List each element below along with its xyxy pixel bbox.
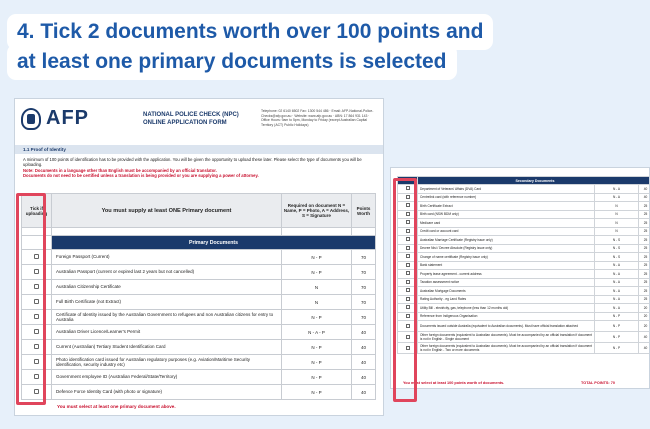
required-fields: N - P bbox=[595, 321, 639, 332]
points-worth: 25 bbox=[639, 210, 650, 219]
required-fields: N bbox=[595, 227, 639, 236]
required-fields: N bbox=[595, 210, 639, 219]
document-name: Reference from Indigenous Organisation bbox=[418, 312, 595, 321]
required-fields: N - A bbox=[595, 270, 639, 279]
points-worth: 40 bbox=[352, 340, 376, 355]
table-row bbox=[398, 253, 650, 262]
table-row bbox=[398, 287, 650, 296]
document-name: Government employee ID (Australian Federal/State/Territory) bbox=[52, 370, 282, 385]
intro-paragraph: A minimum of 100 points of identification has to be provided with the application. You will be given the opportunity to upload these later. Please select the type of documents you will be uploading. bbox=[23, 157, 362, 168]
table-row bbox=[398, 343, 650, 354]
document-name: Australian Citizenship Certificate bbox=[52, 280, 282, 295]
document-name: Rating Authority - eg Land Rates bbox=[418, 295, 595, 304]
points-worth: 25 bbox=[639, 253, 650, 262]
points-worth: 25 bbox=[639, 202, 650, 211]
table-row bbox=[398, 278, 650, 287]
table-row bbox=[398, 202, 650, 211]
required-fields: N - P bbox=[282, 385, 352, 400]
table-row bbox=[398, 295, 650, 304]
required-fields: N - A bbox=[595, 185, 639, 194]
form-title-line-1: NATIONAL POLICE CHECK (NPC) bbox=[143, 112, 239, 118]
points-worth: 25 bbox=[639, 270, 650, 279]
required-fields: N bbox=[282, 295, 352, 310]
table-row bbox=[398, 261, 650, 270]
document-name: Australian Marriage Certificate (Registry issue only) bbox=[418, 236, 595, 245]
table-row bbox=[398, 210, 650, 219]
table-row bbox=[398, 332, 650, 343]
table-row bbox=[22, 250, 376, 265]
points-worth: 25 bbox=[639, 227, 650, 236]
points-worth: 25 bbox=[639, 244, 650, 253]
required-fields: N - P bbox=[282, 340, 352, 355]
intro-text bbox=[23, 157, 377, 179]
instruction-banner-line-2: at least one primary documents is selected bbox=[7, 44, 457, 80]
required-fields: N - P bbox=[282, 250, 352, 265]
required-fields: N - P bbox=[595, 332, 639, 343]
document-name: Department of Veterans' Affairs (DVA) Card bbox=[418, 185, 595, 194]
table-row bbox=[22, 325, 376, 340]
document-name: Other foreign documents (equivalent to Australian documents). Must be accompanied by an official translation if document is not in English - Two or more documents bbox=[418, 343, 595, 354]
form-title-line-2: ONLINE APPLICATION FORM bbox=[143, 120, 227, 126]
table-row bbox=[398, 321, 650, 332]
contact-info: Telephone: 02 6140 6502 Fax: 1300 544 486 · Email: AFP-National-Police-Checks@afp.gov.au · Website: www.afp.gov.au · ABN: 17 864 931 143 · Office Hours: 9am to 5pm, Monday to Friday (except Australian Capital Territory (ACT) Public Holidays) bbox=[261, 109, 374, 127]
table-row bbox=[22, 265, 376, 280]
table-row bbox=[398, 312, 650, 321]
table-row bbox=[398, 236, 650, 245]
secondary-documents-header: Secondary Documents bbox=[418, 177, 650, 185]
points-worth: 40 bbox=[639, 193, 650, 202]
points-worth: 25 bbox=[639, 295, 650, 304]
points-worth: 25 bbox=[639, 236, 650, 245]
required-fields: N - P bbox=[282, 370, 352, 385]
points-worth: 40 bbox=[352, 325, 376, 340]
section-title: 1.1 Proof of Identity bbox=[15, 145, 383, 154]
document-name: Birth Certificate Extract bbox=[418, 202, 595, 211]
points-worth: 40 bbox=[352, 370, 376, 385]
primary-requirement-warning: You must select at least one primary document above. bbox=[57, 404, 176, 409]
secondary-documents-form bbox=[390, 167, 650, 389]
secondary-requirement-warning: You must select at least 100 points worth of documents. bbox=[403, 381, 505, 385]
primary-documents-table bbox=[21, 193, 376, 400]
document-name: Change of name certificate (Registry issue only) bbox=[418, 253, 595, 262]
points-worth: 40 bbox=[639, 185, 650, 194]
document-name: Australian Driver Licence/Learner's Permit bbox=[52, 325, 282, 340]
table-row bbox=[398, 244, 650, 253]
table-row bbox=[398, 219, 650, 228]
points-worth: 25 bbox=[639, 278, 650, 287]
document-name: Centrelink card (with reference number) bbox=[418, 193, 595, 202]
points-worth: 70 bbox=[352, 310, 376, 325]
secondary-tick-column-highlight bbox=[393, 178, 417, 402]
form-title bbox=[143, 111, 239, 127]
points-worth: 20 bbox=[639, 304, 650, 313]
points-worth: 70 bbox=[352, 295, 376, 310]
table-row bbox=[22, 295, 376, 310]
required-fields: N - P bbox=[282, 310, 352, 325]
required-fields: N - S bbox=[595, 253, 639, 262]
document-name: Certificate of Identity issued by the Australian Government to refugees and non Australian citizens for entry to Australia bbox=[52, 310, 282, 325]
required-fields: N - A bbox=[595, 261, 639, 270]
instruction-banner-line-1: 4. Tick 2 documents worth over 100 points and bbox=[7, 14, 493, 50]
primary-documents-form bbox=[14, 98, 384, 416]
afp-logo: AFP bbox=[46, 107, 89, 129]
required-fields: N bbox=[595, 202, 639, 211]
points-worth: 40 bbox=[639, 332, 650, 343]
table-row bbox=[22, 280, 376, 295]
secondary-header-row bbox=[398, 177, 650, 185]
col-supply: You must supply at least ONE Primary document bbox=[52, 194, 282, 228]
document-name: Defence Force Identity Card (with photo or signature) bbox=[52, 385, 282, 400]
note-translation: Note: Documents in a language other than English must be accompanied by an official translator. bbox=[23, 167, 217, 173]
required-fields: N bbox=[282, 280, 352, 295]
table-row bbox=[398, 270, 650, 279]
document-name: Documents issued outside Australia (equivalent to Australian documents). Must have official translation attached bbox=[418, 321, 595, 332]
primary-header-row bbox=[22, 236, 376, 250]
required-fields: N - A bbox=[595, 295, 639, 304]
document-name: Foreign Passport (Current) bbox=[52, 250, 282, 265]
required-fields: N - P bbox=[595, 312, 639, 321]
document-name: Decree Nisi / Decree Absolute (Registry issue only) bbox=[418, 244, 595, 253]
document-name: Photo identification card issued for Australian regulatory purposes (e.g. Aviation/Maritime Security identification, security industry etc) bbox=[52, 355, 282, 370]
document-name: Property lease agreement - current address bbox=[418, 270, 595, 279]
document-name: Utility Bill - electricity, gas, telephone (less than 12 months old) bbox=[418, 304, 595, 313]
table-row bbox=[22, 385, 376, 400]
table-row bbox=[398, 193, 650, 202]
points-worth: 70 bbox=[352, 280, 376, 295]
table-header-row bbox=[22, 194, 376, 228]
points-worth: 70 bbox=[352, 250, 376, 265]
document-name: Birth card (NSW BDM only) bbox=[418, 210, 595, 219]
required-fields: N - A bbox=[595, 304, 639, 313]
required-fields: N - P bbox=[282, 265, 352, 280]
points-worth: 25 bbox=[639, 261, 650, 270]
tick-column-highlight bbox=[16, 193, 46, 405]
document-name: Current (Australian) Tertiary Student Identification Card bbox=[52, 340, 282, 355]
afp-crest-icon bbox=[21, 108, 41, 130]
table-row bbox=[22, 355, 376, 370]
points-worth: 40 bbox=[639, 343, 650, 354]
required-fields: N - A bbox=[595, 193, 639, 202]
spacer-row bbox=[22, 228, 376, 236]
document-name: Bank statement bbox=[418, 261, 595, 270]
col-points: Points Worth bbox=[352, 194, 376, 228]
document-name: Full Birth Certificate (not Extract) bbox=[52, 295, 282, 310]
document-name: Credit card or account card bbox=[418, 227, 595, 236]
secondary-documents-table bbox=[397, 176, 650, 354]
table-row bbox=[22, 340, 376, 355]
required-fields: N - A bbox=[595, 287, 639, 296]
document-name: Taxation assessment notice bbox=[418, 278, 595, 287]
document-name: Australian Mortgage Documents bbox=[418, 287, 595, 296]
points-worth: 20 bbox=[639, 312, 650, 321]
required-fields: N - S bbox=[595, 244, 639, 253]
table-row bbox=[398, 304, 650, 313]
form-header bbox=[15, 99, 383, 143]
table-row bbox=[398, 185, 650, 194]
points-worth: 40 bbox=[352, 385, 376, 400]
required-fields: N - A - P bbox=[282, 325, 352, 340]
required-fields: N bbox=[595, 219, 639, 228]
required-fields: N - A bbox=[595, 278, 639, 287]
total-points: TOTAL POINTS: 70 bbox=[581, 381, 615, 385]
col-required: Required on document N = Name, P = Photo, A = Address, S = Signature bbox=[282, 194, 352, 228]
required-fields: N - P bbox=[282, 355, 352, 370]
required-fields: N - S bbox=[595, 236, 639, 245]
table-row bbox=[398, 227, 650, 236]
points-worth: 70 bbox=[352, 265, 376, 280]
table-row bbox=[22, 370, 376, 385]
required-fields: N - P bbox=[595, 343, 639, 354]
document-name: Other foreign documents (equivalent to Australian documents). Must be accompanied by an official translation if document is not in English - Single document bbox=[418, 332, 595, 343]
document-name: Australian Passport (current or expired last 2 years but not cancelled) bbox=[52, 265, 282, 280]
col-tick: Tick if uploading bbox=[22, 194, 52, 228]
points-worth: 25 bbox=[639, 287, 650, 296]
note-certification: Documents do not need to be certified unless a translation is being provided or you are supplying a power of attorney. bbox=[23, 173, 259, 179]
points-worth: 25 bbox=[639, 219, 650, 228]
table-row bbox=[22, 310, 376, 325]
points-worth: 40 bbox=[352, 355, 376, 370]
points-worth: 20 bbox=[639, 321, 650, 332]
primary-documents-header: Primary Documents bbox=[52, 236, 376, 250]
document-name: Medicare card bbox=[418, 219, 595, 228]
